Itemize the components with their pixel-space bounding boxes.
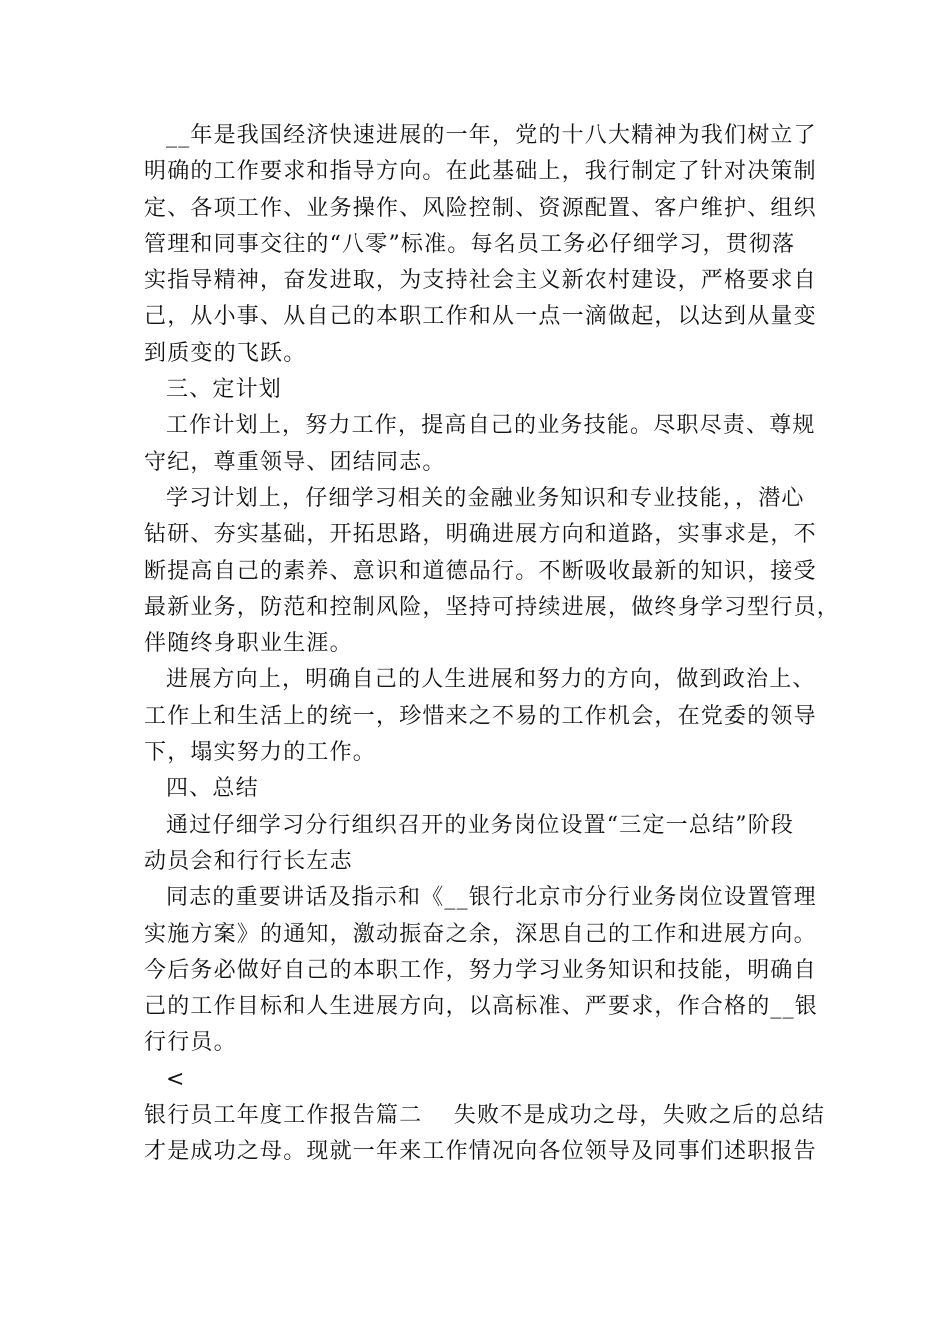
text-line: 工作计划上，努力工作，提高自己的业务技能。尽职尽责、尊规 [166,413,816,439]
text-line: 钻研、夯实基础，开拓思路，明确进展方向和道路，实事求是，不 [144,522,817,548]
document-body [144,118,841,1171]
text-line: 最新业务，防范和控制风险，坚持可持续进展，做终身学习型行员， [144,594,841,620]
text-line: 行行员。 [144,1030,237,1056]
text-line: 己，从小事、从自己的本职工作和从一点一滴做起，以达到从量变 [144,304,817,330]
text-line: 才是成功之母。现就一年来工作情况向各位领导及同事们述职报告 [144,1139,817,1165]
mark-text: < [166,1066,186,1092]
text-line: 动员会和行行长左志 [144,848,353,874]
text-line: 到质变的飞跃。 [144,340,307,366]
section-heading-summary [144,771,824,807]
paragraph-direction [144,662,824,771]
text-line: 银行员工年度工作报告篇二 失败不是成功之母，失败之后的总结 [144,1103,825,1129]
text-line: __年是我国经济快速进展的一年，党的十八大精神为我们树立了 [166,123,817,148]
text-line: 伴随终身职业生涯。 [144,631,353,657]
text-line: 进展方向上，明确自己的人生进展和努力的方向，做到政治上、 [166,667,816,693]
paragraph-summary-2 [144,880,824,1061]
text-line: 己的工作目标和人生进展方向，以高标准、严要求，作合格的__银 [144,994,819,1020]
text-line: 工作上和生活上的统一，珍惜来之不易的工作机会，在党委的领导 [144,703,817,729]
paragraph-study-plan [144,481,841,662]
text-line: 定、各项工作、业务操作、风险控制、资源配置、客户维护、组织 [144,195,817,221]
paragraph-summary-1 [144,808,824,881]
text-line: 断提高自己的素养、意识和道德品行。不断吸收最新的知识，接受 [144,558,817,584]
paragraph-work-plan [144,408,824,481]
text-line: 同志的重要讲话及指示和《__银行北京市分行业务岗位设置管理 [166,885,817,911]
text-line: 明确的工作要求和指导方向。在此基础上，我行制定了针对决策制 [144,159,817,185]
text-line: 实指导精神，奋发进取，为支持社会主义新农村建设，严格要求自 [144,268,817,294]
text-line: 今后务必做好自己的本职工作，努力学习业务知识和技能，明确自 [144,957,817,983]
heading-text: 三、定计划 [166,377,283,403]
text-line: 守纪，尊重领导、团结同志。 [144,449,446,475]
text-line: 下，塌实努力的工作。 [144,740,377,766]
text-line: 管理和同事交往的“八零”标准。每名员工务必仔细学习，贯彻落 [144,231,796,257]
text-line: 实施方案》的通知，激动振奋之余，深思自己的工作和进展方向。 [144,921,817,947]
paragraph-intro [144,118,824,372]
heading-text: 四、总结 [166,776,259,802]
text-line: 学习计划上，仔细学习相关的金融业务知识和专业技能，，潜心 [166,485,805,511]
section-heading-plan [144,372,824,408]
text-line: 通过仔细学习分行组织召开的业务岗位设置“三定一总结”阶段 [166,812,795,838]
stray-mark [144,1062,824,1098]
paragraph-report-two [144,1098,824,1171]
